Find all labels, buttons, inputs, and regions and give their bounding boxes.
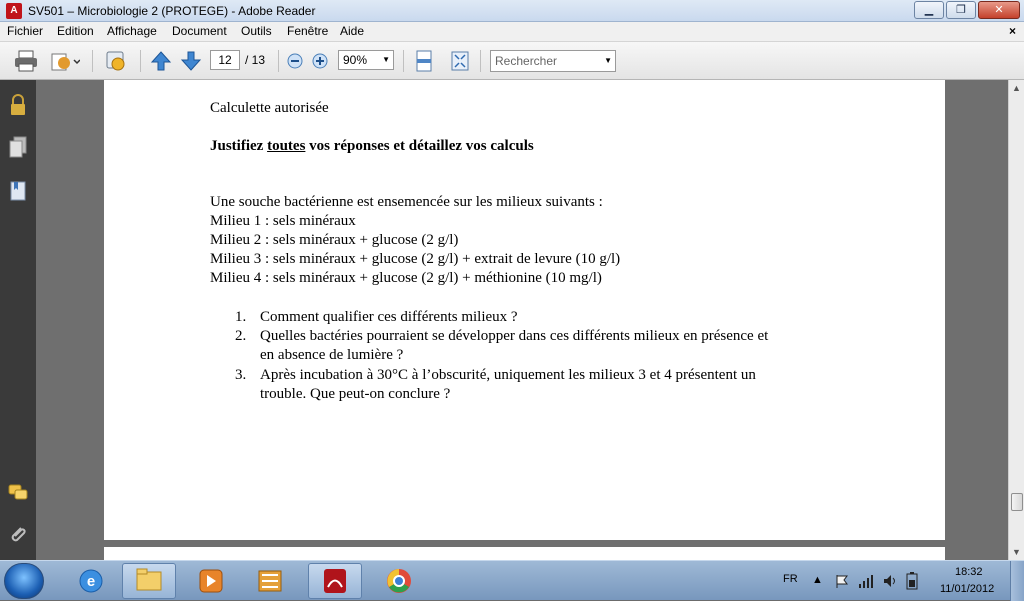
adobe-reader-icon [309, 564, 361, 598]
lock-icon[interactable] [8, 94, 28, 116]
print-icon[interactable] [14, 50, 38, 72]
chrome-icon[interactable] [372, 563, 426, 599]
vertical-scrollbar[interactable] [1008, 80, 1024, 560]
collaborate-icon[interactable] [104, 50, 130, 72]
page-total: / 13 [245, 53, 266, 67]
question-text: trouble. Que peut-on conclure ? [260, 386, 451, 402]
question-text: Comment qualifier ces différents milieux ? [260, 309, 518, 325]
scroll-down-icon[interactable]: ▼ [1012, 547, 1021, 557]
close-button[interactable]: ✕ [978, 1, 1020, 19]
next-page-icon[interactable] [180, 50, 202, 72]
toolbar-separator [403, 50, 404, 72]
instruction-underlined: toutes [267, 138, 306, 154]
minimize-button[interactable]: ▁ [914, 1, 944, 19]
instruction-post: vos réponses et détaillez vos calculs [305, 138, 534, 154]
question-number: 3. [235, 367, 247, 383]
taskbar [0, 560, 1024, 600]
bookmarks-icon[interactable] [8, 180, 28, 202]
window-controls [914, 1, 1020, 19]
toolbar [0, 42, 1024, 80]
question-text: Quelles bactéries pourraient se développer dans ces différents milieux en présence et [260, 328, 769, 344]
folder-icon [123, 564, 175, 598]
question-text: Après incubation à 30°C à l’obscurité, uniquement les milieux 3 et 4 présentent un [260, 367, 756, 383]
menu-fenetre[interactable]: Fenêtre [287, 24, 329, 38]
attachments-icon[interactable] [8, 524, 28, 546]
battery-icon[interactable] [906, 572, 918, 590]
zoom-value: 90% [343, 53, 368, 67]
comments-icon[interactable] [8, 482, 28, 504]
question-number: 2. [235, 328, 247, 344]
document-view[interactable] [36, 80, 1008, 560]
adobe-reader-icon: A [6, 3, 22, 19]
volume-icon[interactable] [882, 573, 898, 589]
chevron-down-icon: ▼ [604, 56, 612, 65]
menu-outils[interactable]: Outils [241, 24, 272, 38]
adobe-reader-button[interactable] [308, 563, 362, 599]
milieu-line: Milieu 4 : sels minéraux + glucose (2 g/l) + méthionine (10 mg/l) [210, 270, 602, 286]
maximize-button[interactable]: ❐ [946, 1, 976, 19]
language-indicator[interactable]: FR [783, 573, 798, 585]
scroll-up-icon[interactable]: ▲ [1012, 83, 1021, 93]
calculator-note: Calculette autorisée [210, 100, 329, 116]
question-number: 1. [235, 309, 247, 325]
navigation-panel [0, 80, 36, 560]
search-input[interactable] [490, 50, 616, 72]
start-orb[interactable] [4, 563, 44, 599]
milieu-line: Milieu 2 : sels minéraux + glucose (2 g/l) [210, 232, 459, 248]
show-desktop-button[interactable] [1010, 561, 1024, 601]
instruction-pre: Justifiez [210, 138, 268, 154]
milieu-line: Milieu 3 : sels minéraux + glucose (2 g/l) + extrait de levure (10 g/l) [210, 251, 621, 267]
scrollbar-thumb[interactable] [1011, 493, 1023, 511]
search-placeholder: Rechercher [495, 54, 558, 68]
toolbar-separator [480, 50, 481, 72]
toolbar-separator [140, 50, 141, 72]
toolbar-separator [278, 50, 279, 72]
toolbar-separator [92, 50, 93, 72]
network-icon[interactable] [858, 573, 874, 589]
zoom-in-icon[interactable] [312, 53, 328, 69]
next-pdf-page [104, 547, 945, 560]
intro-paragraph: Une souche bactérienne est ensemencée sur les milieux suivants : [210, 194, 603, 210]
instruction-line [210, 138, 534, 155]
internet-explorer-icon[interactable] [64, 563, 118, 599]
fit-page-icon[interactable] [414, 50, 434, 72]
milieu-line: Milieu 1 : sels minéraux [210, 213, 356, 229]
svg-text:e: e [86, 573, 96, 590]
question-text: en absence de lumière ? [260, 347, 404, 363]
window-title: SV501 – Microbiologie 2 (PROTEGE) - Adobe Reader [28, 4, 316, 18]
full-screen-icon[interactable] [450, 50, 470, 72]
document-close-icon[interactable]: × [1008, 24, 1016, 38]
tray-expand-icon[interactable]: ▲ [812, 574, 823, 586]
pdf-page [104, 80, 945, 540]
media-player-icon[interactable] [184, 563, 238, 599]
zoom-out-icon[interactable] [287, 53, 303, 69]
menu-bar [0, 22, 1024, 42]
share-icon[interactable] [50, 50, 80, 72]
menu-aide[interactable]: Aide [340, 24, 365, 38]
action-center-flag-icon[interactable] [834, 573, 850, 589]
menu-edition[interactable]: Edition [57, 24, 94, 38]
menu-document[interactable]: Document [172, 24, 227, 38]
file-explorer-button[interactable] [122, 563, 176, 599]
chevron-down-icon: ▼ [382, 55, 390, 64]
zoom-select[interactable] [338, 50, 394, 70]
clock-date[interactable]: 11/01/2012 [940, 583, 995, 595]
menu-affichage[interactable]: Affichage [107, 24, 157, 38]
menu-fichier[interactable]: Fichier [7, 24, 44, 38]
title-bar [0, 0, 1024, 22]
control-panel-icon[interactable] [244, 563, 298, 599]
page-number-input[interactable]: 12 [210, 50, 240, 70]
pages-icon[interactable] [8, 136, 28, 158]
previous-page-icon[interactable] [150, 50, 172, 72]
clock-time[interactable]: 18:32 [955, 566, 983, 578]
